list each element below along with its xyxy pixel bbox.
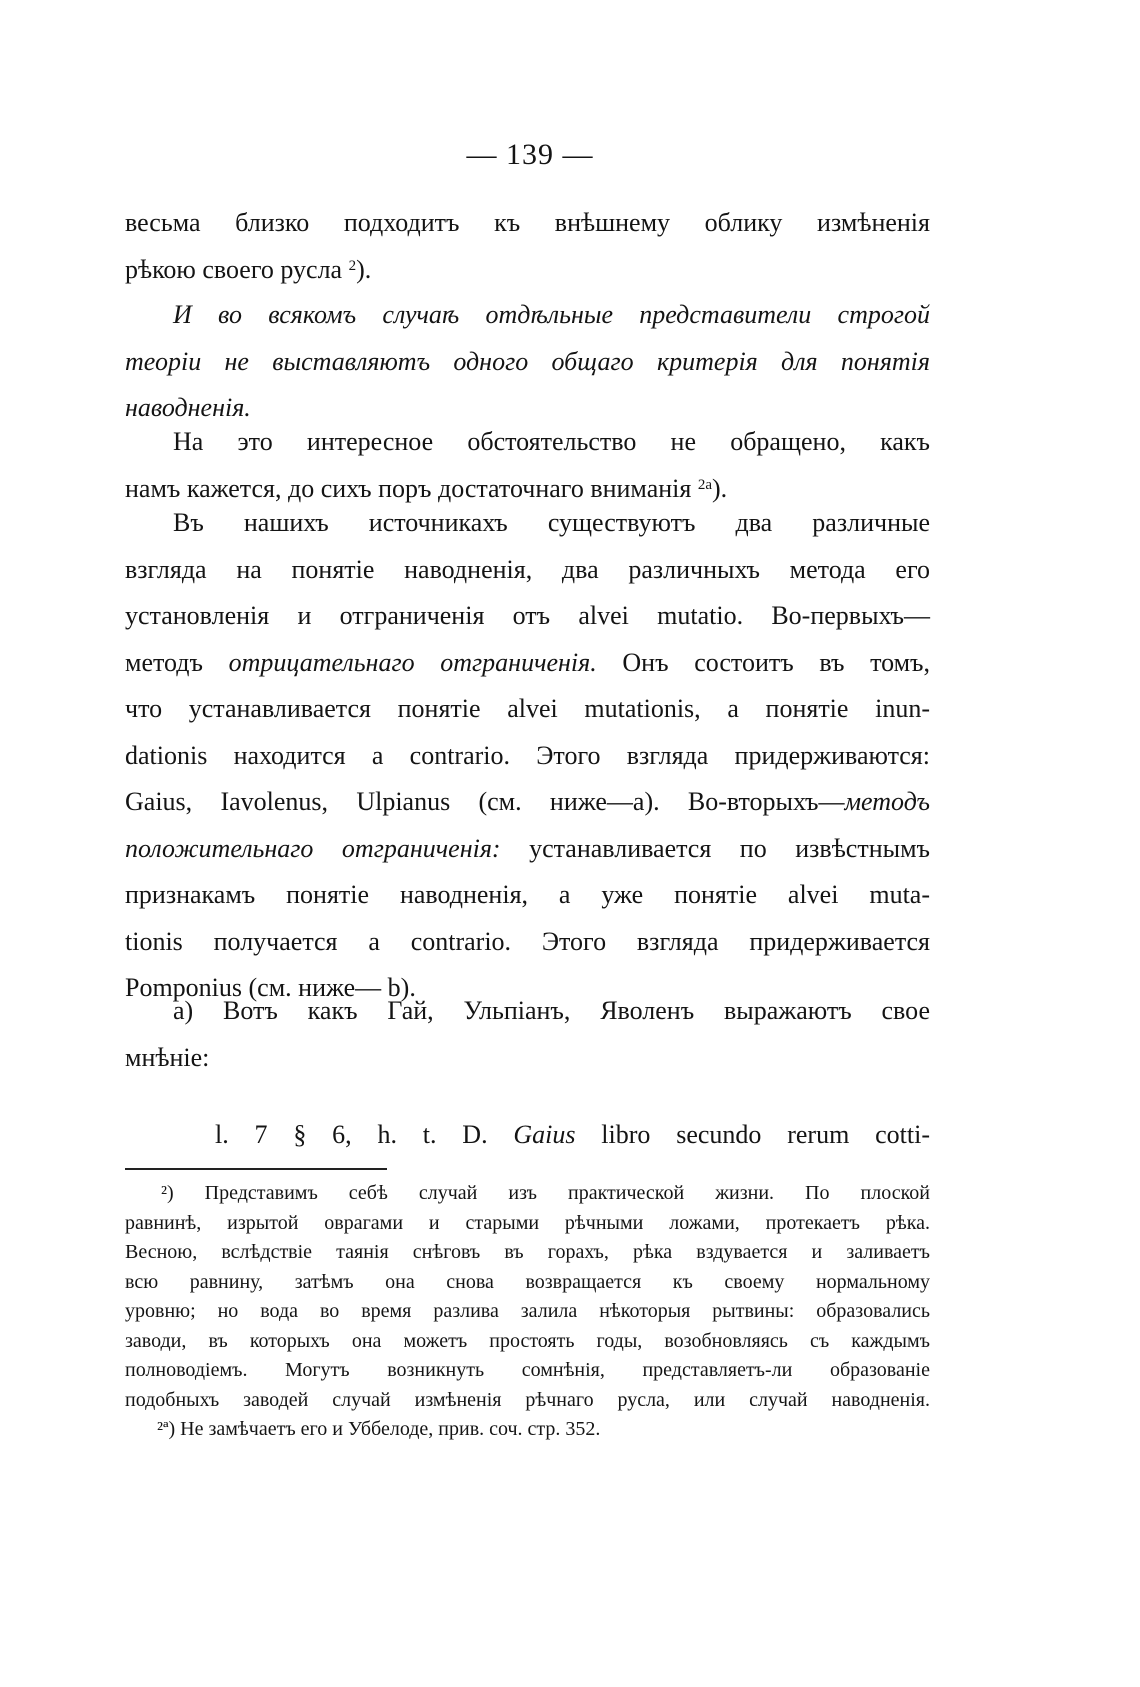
paragraph (125, 500, 930, 1012)
text-line: мнѣніе: (125, 1042, 210, 1072)
footnote-line: полноводіемъ. Могутъ возникнуть сомнѣнія, представляетъ-ли образованіе (125, 1359, 930, 1381)
text-line (125, 247, 930, 294)
text-line (125, 1112, 930, 1159)
text-line: что устанавливается понятіе alvei mutationis, а понятіе inun- (125, 694, 930, 723)
text-line: На это интересное обстоятельство не обращено, какъ (173, 427, 930, 456)
text-span: намъ кажется, до сихъ поръ достаточнаго вниманія (125, 473, 692, 503)
text-line: И во всякомъ случаѣ отдѣльные представители строгой (173, 300, 930, 329)
text-line: установленія и отграниченія отъ alvei mutatio. Во-первыхъ— (125, 601, 930, 630)
text-line: наводненія. (125, 393, 251, 422)
text-line: Въ нашихъ источникахъ существуютъ два различные (173, 508, 930, 537)
text-line: теоріи не выставляютъ одного общаго критерія для понятія (125, 346, 930, 376)
text-line: взгляда на понятіе наводненія, два различныхъ метода его (125, 554, 930, 584)
text-line: признакамъ понятіе наводненія, а уже понятіе alvei muta- (125, 880, 930, 909)
paragraph-continuation (125, 200, 930, 293)
text-line: dationis находится a contrario. Этого взгляда придерживаются: (125, 740, 930, 770)
text-span: рѣкою своего русла (125, 254, 343, 284)
footnote-divider (125, 1168, 387, 1170)
text-line (125, 640, 930, 687)
text-span: Онъ состоитъ въ томъ, (596, 647, 930, 677)
text-line: Pomponius (см. ниже— b). (125, 973, 416, 1002)
text-span: libro secundo rerum cotti- (575, 1120, 930, 1149)
footnote-line: Весною, вслѣдствіе таянія снѣговъ въ горахъ, рѣка вздувается и заливаетъ (125, 1241, 930, 1263)
emphasis: методъ (844, 787, 930, 816)
emphasis: Gaius (513, 1120, 576, 1149)
text-span: методъ (125, 647, 229, 677)
text-line (125, 826, 930, 873)
page-number: — 139 — (466, 138, 594, 171)
footnote-ref[interactable]: 2 (348, 257, 357, 274)
text-span: ). (356, 254, 372, 284)
paragraph (125, 988, 930, 1081)
paragraph-italic (125, 292, 930, 432)
paragraph (125, 419, 930, 512)
text-line (125, 779, 930, 826)
footnote-ref[interactable]: 2a (697, 476, 713, 493)
footnote-line: заводи, въ которыхъ она можетъ простоять годы, возобновляясь съ каждымъ (125, 1329, 930, 1352)
footnotes (125, 1179, 930, 1445)
footnote-line: ²) Представимъ себѣ случай изъ практической жизни. По плоской (161, 1182, 930, 1204)
text-span: устанавливается по извѣстнымъ (500, 833, 930, 863)
text-span: ). (712, 473, 728, 503)
text-line: а) Вотъ какъ Гай, Ульпіанъ, Яволенъ выражаютъ свое (173, 996, 930, 1025)
footnote-line: ²ª) Не замѣчаетъ его и Уббелоде, прив. соч. стр. 352. (157, 1418, 601, 1440)
text-span: Gaius, Iavolenus, Ulpianus (см. ниже—а). Во-вторыхъ— (125, 787, 845, 816)
emphasis: положительнаго отграниченія: (125, 833, 501, 863)
footnote-line: всю равнину, затѣмъ она снова возвращается къ своему нормальному (125, 1270, 930, 1293)
footnote-line: уровню; но вода во время разлива залила нѣкоторыя рытвины: образовались (125, 1300, 930, 1322)
emphasis: отрицательнаго отграниченія. (228, 647, 597, 677)
footnote-line: равнинѣ, изрытой оврагами и старыми рѣчными ложами, протекаетъ рѣка. (125, 1211, 930, 1234)
text-line: tionis получается a contrario. Этого взгляда придерживается (125, 926, 930, 956)
text-span: l. 7 § 6, h. t. D. (215, 1120, 514, 1149)
text-line: весьма близко подходитъ къ внѣшнему облику измѣненія (125, 208, 930, 237)
citation-line (125, 1112, 930, 1159)
footnote-line: подобныхъ заводей случай измѣненія рѣчнаго русла, или случай наводненія. (125, 1388, 930, 1411)
